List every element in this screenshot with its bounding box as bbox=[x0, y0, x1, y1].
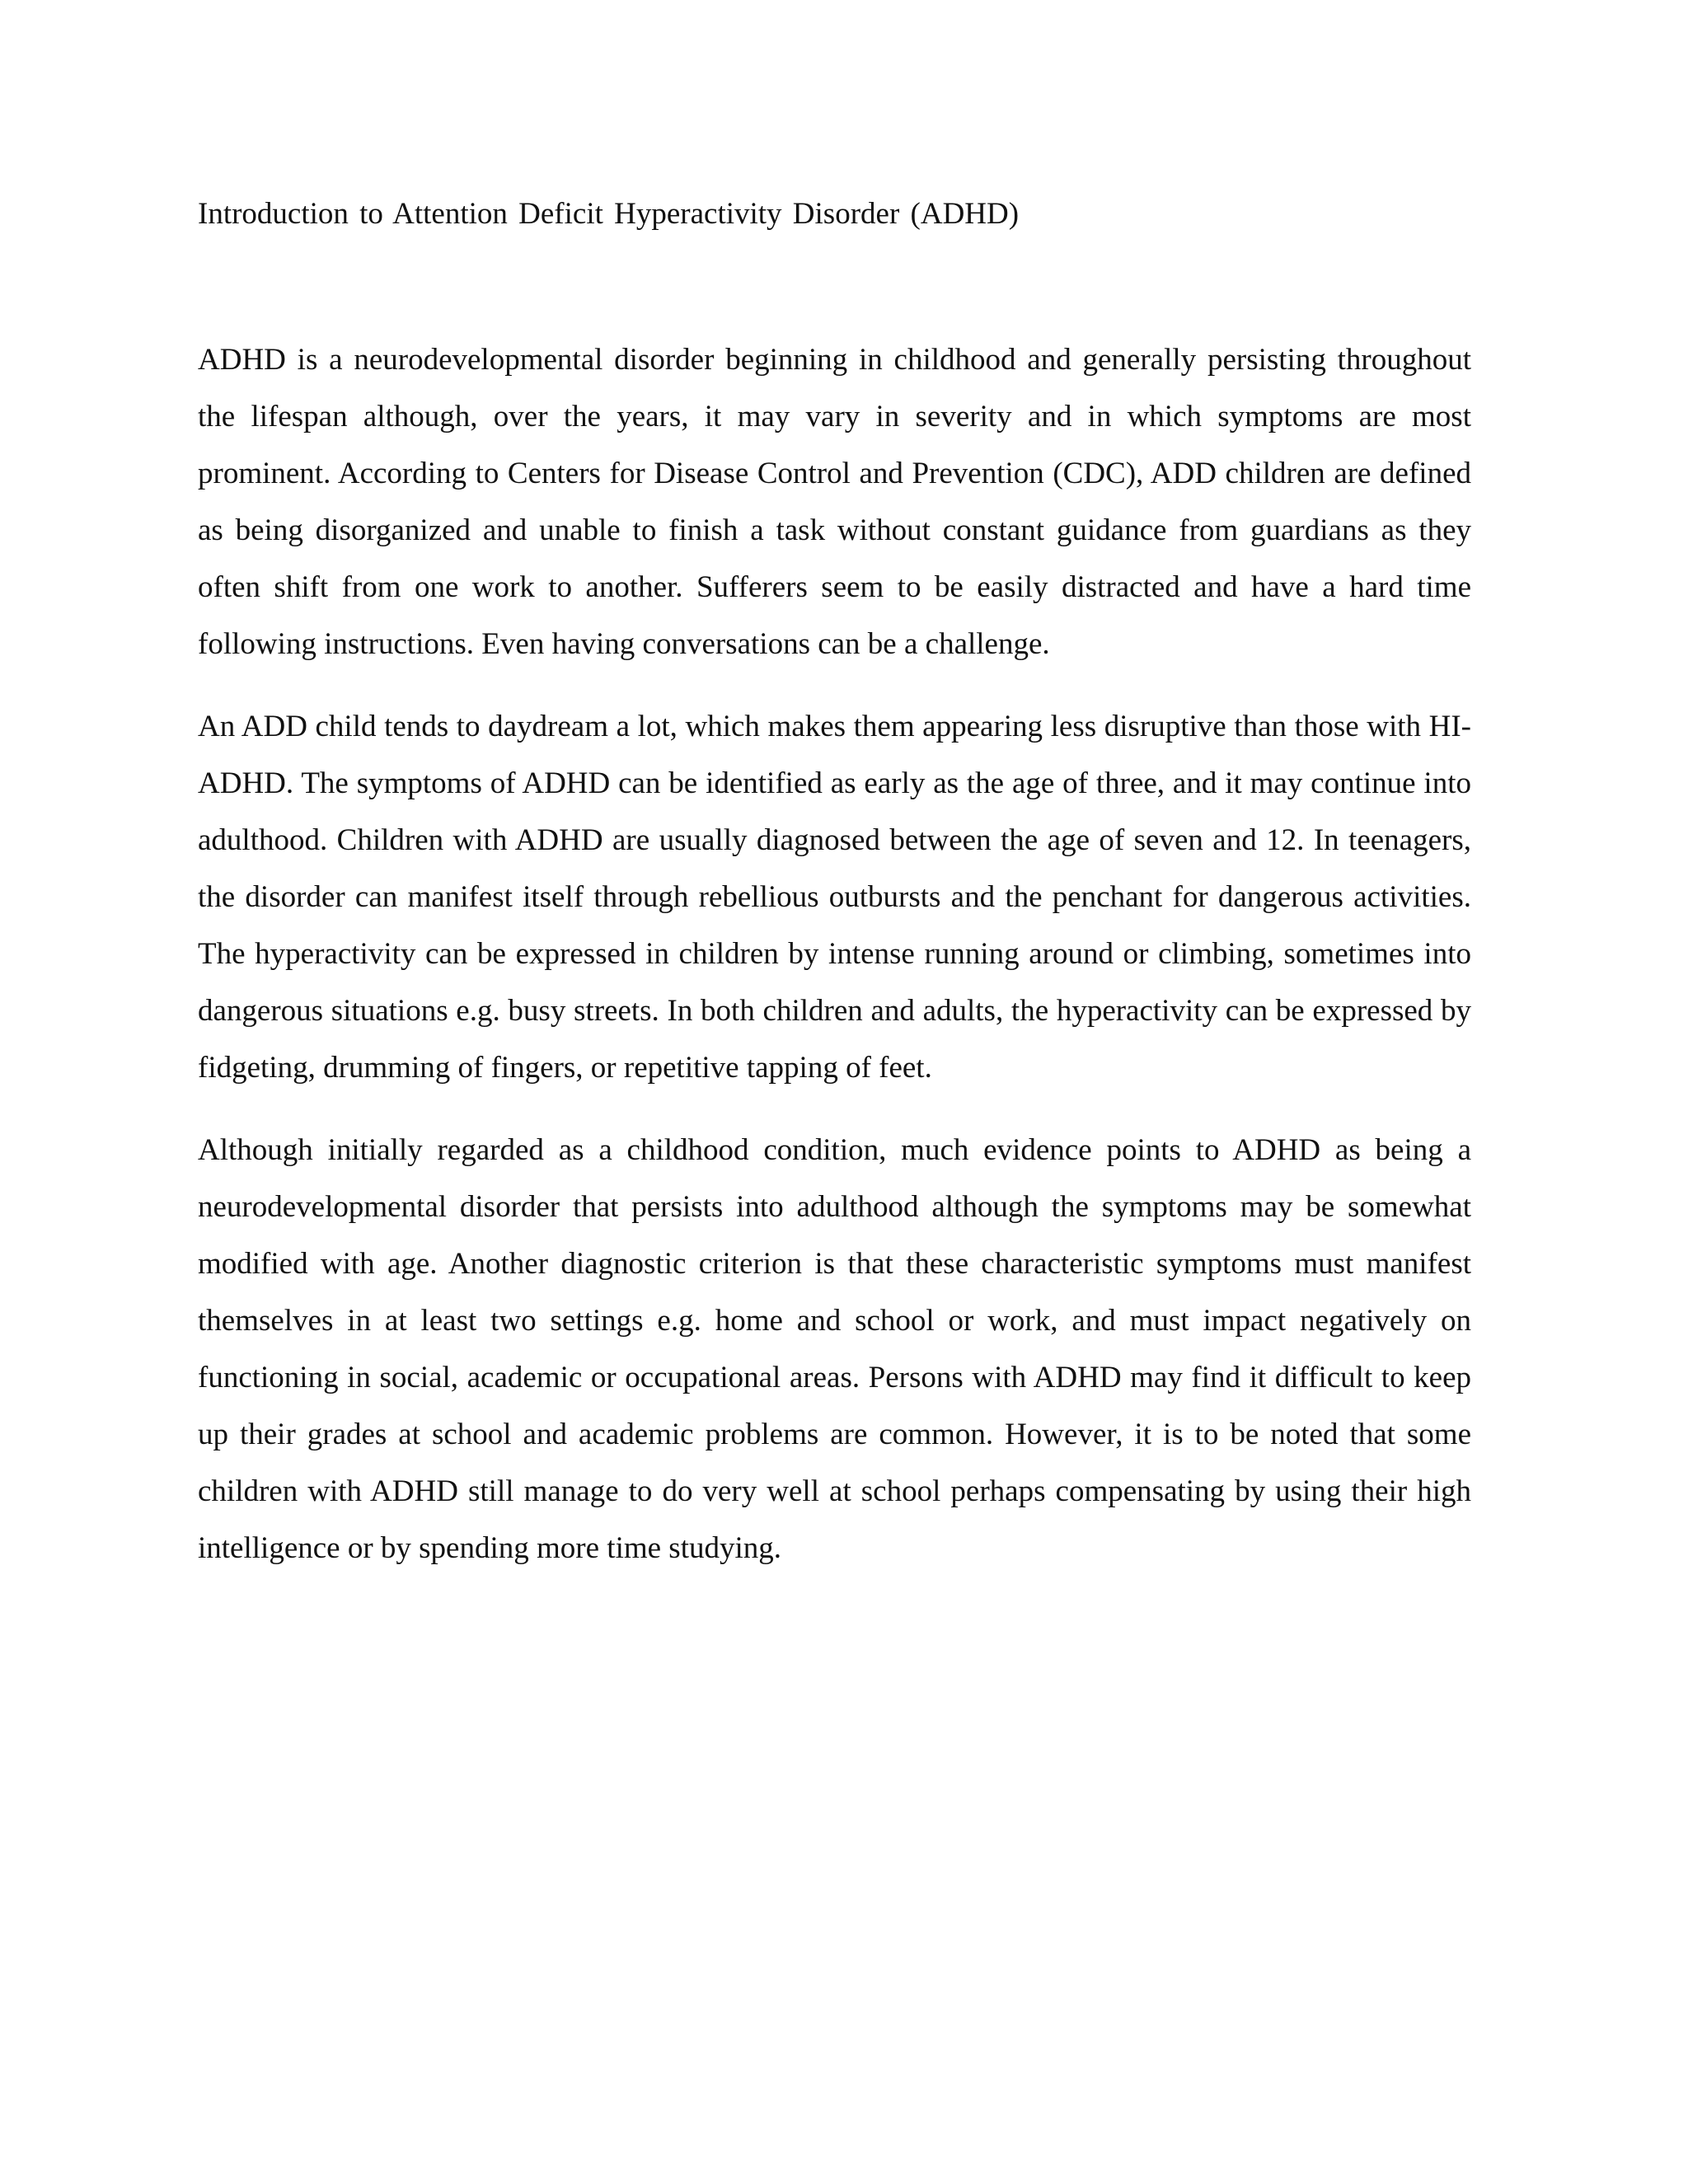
paragraph-add-symptoms: An ADD child tends to daydream a lot, which makes them appearing less disruptive than those with HI-ADHD. The symptoms of ADHD can be identified as early as the age of three, and it may continue into adulthood. Children with ADHD are usually diagnosed between the age of seven and 12. In teenagers, the disorder can manifest itself through rebellious outbursts and the penchant for dangerous activities. The hyperactivity can be expressed in children by intense running around or climbing, sometimes into dangerous situations e.g. busy streets. In both children and adults, the hyperactivity can be expressed by fidgeting, drumming of fingers, or repetitive tapping of feet. bbox=[198, 710, 1471, 1085]
document-body bbox=[198, 188, 1471, 1577]
paragraph-adhd-definition: ADHD is a neurodevelopmental disorder beginning in childhood and generally persisting throughout the lifespan although, over the years, it may vary in severity and in which symptoms are most prominent. According to Centers for Disease Control and Prevention (CDC), ADD children are defined as being disorganized and unable to finish a task without constant guidance from guardians as they often shift from one work to another. Sufferers seem to be easily distracted and have a hard time following instructions. Even having conversations can be a challenge. bbox=[198, 343, 1471, 661]
paragraph-adult-adhd: Although initially regarded as a childhood condition, much evidence points to ADHD as being a neurodevelopmental disorder that persists into adulthood although the symptoms may be somewhat modified with age. Another diagnostic criterion is that these characteristic symptoms must manifest themselves in at least two settings e.g. home and school or work, and must impact negatively on functioning in social, academic or occupational areas. Persons with ADHD may find it difficult to keep up their grades at school and academic problems are common. However, it is to be noted that some children with ADHD still manage to do very well at school perhaps compensating by using their high intelligence or by spending more time studying. bbox=[198, 1133, 1471, 1565]
document-title: Introduction to Attention Deficit Hyperactivity Disorder (ADHD) bbox=[198, 197, 1020, 231]
